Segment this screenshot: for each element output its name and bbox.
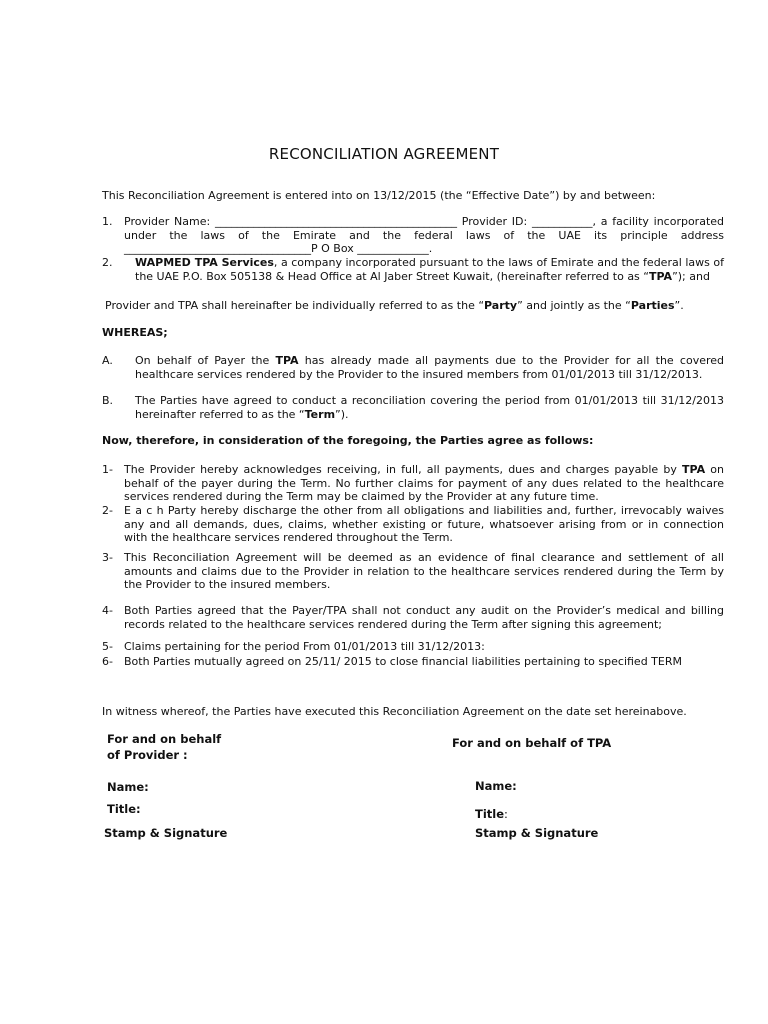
provider-name-label: Provider Name: [124, 215, 211, 228]
recital-b-text-a: The Parties have agreed to conduct a reconciliation covering the period from 01/01/2013 till 31/12/2013 hereinafter referred to as the “ [135, 394, 724, 421]
party-2-text-a: , a company incorporated pursuant to the laws of Emirate and the federal laws of the UAE P.O. Box 505138 & Head Office at Al Jaber Street Kuwait, (hereinafter referred to as “ [135, 256, 724, 283]
clause-6-text: Both Parties mutually agreed on 25/11/ 2015 to close financial liabilities pertaining to specified TERM [124, 655, 682, 668]
party-1-text: , a facility incorporated under the laws of the Emirate and the federal laws of the UAE its principle address [124, 215, 725, 242]
recital-a-text-b: has already made all payments due to the Provider for all the covered healthcare services rendered by the Provider to the insured members from 01/01/2013 till 31/12/2013. [135, 354, 724, 381]
tpa-signature-heading: For and on behalf of TPA [452, 736, 612, 750]
clause-number: 2- [102, 504, 113, 517]
clause-5-text: Claims pertaining for the period From 01/01/2013 till 31/12/2013: [124, 640, 485, 653]
clause-1-text-a: The Provider hereby acknowledges receiving, in full, all payments, dues and charges payable by [124, 463, 683, 476]
whereas-heading: WHEREAS; [102, 326, 168, 339]
recital-label: A. [102, 354, 113, 367]
clause-3-text: This Reconciliation Agreement will be deemed as an evidence of final clearance and settlement of all amounts and claims due to the Provider in relation to the healthcare services rendered during the Term by the Provider to the insured members. [124, 551, 724, 592]
clause-2 [102, 504, 724, 545]
parties-term: Parties [630, 299, 675, 312]
recital-b [102, 394, 724, 421]
recital-label: B. [102, 394, 114, 407]
clause-2-text: E a c h Party hereby discharge the other from all obligations and liabilities and, further, irrevocably waives any and all demands, dues, claims, whether existing or future, whatsoever arising from or in connection with the healthcare services rendered throughout the Term. [124, 504, 724, 545]
provider-signature-heading [107, 731, 221, 763]
intro-paragraph: This Reconciliation Agreement is entered into on 13/12/2015 (the “Effective Date”) by and between: [102, 189, 656, 202]
recital-a-text-a: On behalf of Payer the [135, 354, 276, 367]
tpa-title-label: Title [475, 807, 505, 821]
party-term: Party [484, 299, 518, 312]
term-term: Term [304, 407, 336, 421]
clause-6 [102, 655, 724, 669]
tpa-stamp-signature: Stamp & Signature [475, 826, 599, 840]
party-number: 2. [102, 256, 113, 269]
tpa-title-field [475, 806, 508, 822]
definitions-text-c: ”. [674, 299, 684, 312]
party-1 [102, 215, 724, 256]
provider-name-blank: ____________________________________________ [214, 215, 457, 228]
clause-1 [102, 463, 724, 504]
clause-number: 5- [102, 640, 113, 653]
po-box-blank: _____________. [357, 242, 433, 256]
provider-name-field: Name: [107, 780, 149, 794]
provider-heading-line-2: of Provider : [107, 748, 188, 762]
company-name: WAPMED TPA Services [135, 256, 274, 269]
clause-number: 3- [102, 551, 113, 564]
clause-number: 6- [102, 655, 113, 668]
definitions-text-a: Provider and TPA shall hereinafter be individually referred to as the “ [105, 299, 485, 312]
definitions-paragraph [105, 299, 725, 313]
clause-5 [102, 640, 724, 654]
document-title: RECONCILIATION AGREEMENT [268, 145, 500, 163]
party-2 [102, 256, 724, 283]
recital-b-text-b: ”). [335, 407, 349, 421]
tpa-title-colon: : [504, 807, 508, 821]
tpa-term: TPA [648, 269, 673, 283]
clause-4-text: Both Parties agreed that the Payer/TPA shall not conduct any audit on the Provider’s medical and billing records related to the healthcare services rendered during the Term after signing this agreement; [124, 604, 724, 631]
tpa-term: TPA [682, 463, 706, 476]
clause-number: 4- [102, 604, 113, 617]
clause-4 [102, 604, 724, 631]
clause-number: 1- [102, 463, 113, 476]
clause-3 [102, 551, 724, 592]
provider-title-field: Title: [107, 802, 141, 816]
party-2-text-b: ”); and [672, 269, 710, 283]
witness-paragraph: In witness whereof, the Parties have executed this Reconciliation Agreement on the date set hereinabove. [102, 705, 687, 718]
address-blank: __________________________________P O Box [124, 242, 354, 256]
tpa-term: TPA [275, 354, 299, 367]
provider-id-blank: ___________ [531, 215, 593, 228]
provider-stamp-signature: Stamp & Signature [104, 826, 228, 840]
definitions-text-b: ” and jointly as the “ [517, 299, 631, 312]
provider-heading-line-1: For and on behalf [107, 732, 222, 746]
tpa-name-field: Name: [475, 779, 517, 793]
provider-id-label: Provider ID: [461, 215, 528, 228]
party-number: 1. [102, 215, 113, 228]
now-therefore-heading: Now, therefore, in consideration of the foregoing, the Parties agree as follows: [102, 434, 594, 447]
clause-1-text-b: on behalf of the payer during the Term. No further claims for payment of any dues related to the healthcare services rendered during the Term may be claimed by the Provider at any future time. [124, 463, 724, 504]
recital-a [102, 354, 724, 381]
